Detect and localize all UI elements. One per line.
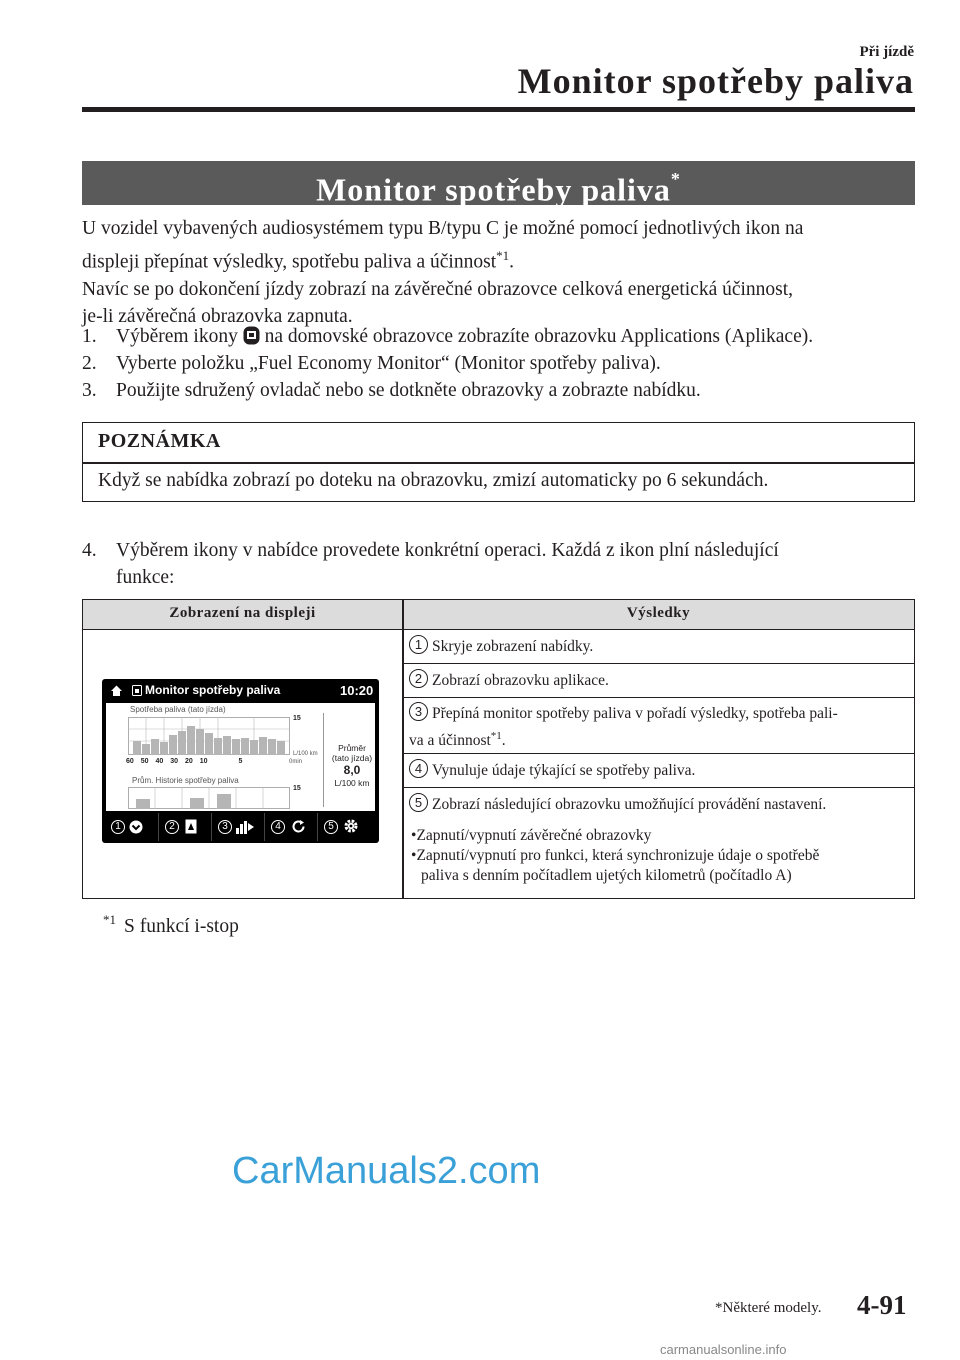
chart2-label: Prům. Historie spotřeby paliva xyxy=(132,776,239,785)
intro-line: Navíc se po dokončení jízdy zobrazí na závěrečné obrazovce celková energetická účinnost, xyxy=(82,278,794,300)
bullet-item: •Zapnutí/vypnutí pro funkci, která synchronizuje údaje o spotřebě xyxy=(411,847,820,864)
watermark: CarManuals2.com xyxy=(232,1150,541,1192)
menu-number: 1 xyxy=(111,820,125,834)
footnote-marker: *1 xyxy=(103,912,116,927)
reset-icon xyxy=(291,819,306,834)
menu-button-reset[interactable] xyxy=(265,813,318,841)
section-title-bar xyxy=(82,161,915,208)
switch-view-icon xyxy=(236,819,254,834)
step-3: 3. Použijte sdružený ovladač nebo se dotkněte obrazovky a zobrazte nabídku. xyxy=(82,380,701,401)
section-title: Monitor spotřeby paliva xyxy=(316,171,671,208)
result-text: Zobrazí obrazovku aplikace. xyxy=(432,672,609,689)
settings-icon xyxy=(343,818,359,834)
result-text-continued: va a účinnost$^{*1}$. xyxy=(409,730,506,750)
menu-button-hide[interactable] xyxy=(106,813,159,841)
footnote xyxy=(103,912,239,938)
menu-bar xyxy=(106,813,375,841)
screen-content xyxy=(106,703,375,811)
menu-button-switch[interactable] xyxy=(212,813,265,841)
x-tick: 40 xyxy=(155,758,164,765)
table-row xyxy=(403,699,914,754)
column-header-display: Zobrazení na displeji xyxy=(169,605,316,621)
fuel-history-chart xyxy=(128,787,290,809)
header-rule xyxy=(82,107,915,112)
note-box xyxy=(82,422,915,502)
step-4: 4. Výběrem ikony v nabídce provedete konkrétní operaci. Každá z ikon plní následující xyxy=(82,540,779,561)
note-divider xyxy=(83,462,914,464)
step-1: 1. Výběrem ikony na domovské obrazovce zobrazíte obrazovku Applications (Aplikace). xyxy=(82,326,814,347)
number-badge: 4 xyxy=(409,759,428,778)
table-row xyxy=(403,631,914,664)
result-text: Vynuluje údaje týkající se spotřeby paliva. xyxy=(432,762,696,779)
bullet-item-continued: paliva s denním počítadlem ujetých kilometrů (počítadlo A) xyxy=(421,867,792,884)
screen-title: Monitor spotřeby paliva xyxy=(145,683,281,697)
result-text: Zobrazí následující obrazovku umožňující provádění nastavení. xyxy=(432,796,827,813)
column-header-results: Výsledky xyxy=(626,605,691,621)
chart2-top-value: 15 xyxy=(293,785,301,792)
applications-icon xyxy=(132,685,142,696)
x-tick: 10 xyxy=(199,758,208,765)
applications-icon xyxy=(185,819,197,834)
menu-button-applications[interactable] xyxy=(159,813,212,841)
intro-line: U vozidel vybavených audiosystémem typu B/typu C je možné pomocí jednotlivých ikon na xyxy=(82,218,804,239)
chart1-zero: 0min xyxy=(289,759,303,765)
table-row xyxy=(403,755,914,788)
intro-line: je-li závěrečná obrazovka zapnuta. xyxy=(82,305,353,327)
footnote-text: S funkcí i-stop xyxy=(124,915,239,937)
intro-paragraph xyxy=(82,215,922,330)
result-text: Přepíná monitor spotřeby paliva v pořadí výsledky, spotřeba pali- xyxy=(432,705,838,722)
menu-number: 3 xyxy=(218,820,232,834)
x-tick: 5 xyxy=(238,758,243,765)
bullet-item: •Zapnutí/vypnutí závěrečné obrazovky xyxy=(411,827,652,844)
result-text: Skryje zobrazení nabídky. xyxy=(432,638,594,655)
table-row xyxy=(403,789,914,896)
note-text: Když se nabídka zobrazí po doteku na obrazovku, zmizí automaticky po 6 sekundách. xyxy=(98,470,769,491)
x-tick: 20 xyxy=(185,758,193,765)
number-badge: 2 xyxy=(409,669,428,688)
average-label: Průměr xyxy=(338,743,366,753)
fuel-consumption-chart xyxy=(128,717,290,755)
x-axis-ticks xyxy=(126,758,242,765)
x-tick: 60 xyxy=(126,758,134,765)
average-unit: L/100 km xyxy=(334,778,370,788)
page-header-title: Monitor spotřeby paliva xyxy=(517,61,914,101)
x-tick: 30 xyxy=(170,758,179,765)
average-value: 8,0 xyxy=(343,763,361,777)
menu-number: 4 xyxy=(271,820,285,834)
clock: 10:20 xyxy=(340,683,374,698)
hide-menu-icon xyxy=(129,820,143,834)
number-badge: 3 xyxy=(409,702,428,721)
average-panel xyxy=(328,743,376,788)
page-number: 4-91 xyxy=(857,1290,907,1320)
section-name: Při jízdě xyxy=(859,44,914,60)
chart1-top-value: 15 xyxy=(293,715,301,722)
panel-divider xyxy=(323,713,324,807)
title-asterisk: * xyxy=(670,169,681,189)
x-tick: 50 xyxy=(140,758,149,765)
number-badge: 1 xyxy=(409,635,428,654)
table-header xyxy=(83,600,914,630)
chart1-label: Spotřeba paliva (tato jízda) xyxy=(130,705,226,714)
table-row xyxy=(403,665,914,698)
settings-bullet-list xyxy=(403,820,914,886)
number-badge: 5 xyxy=(409,793,428,812)
site-link[interactable]: carmanualsonline.info xyxy=(660,1342,787,1357)
intro-line: displeji přepínat výsledky, spotřebu paliva a účinnost$^{*1}$. xyxy=(82,248,514,273)
step-2: 2. Vyberte položku „Fuel Economy Monitor“ (Monitor spotřeby paliva). xyxy=(82,353,661,374)
home-icon xyxy=(110,684,123,697)
step-4-continued: funkce: xyxy=(116,567,175,588)
screen-illustration xyxy=(102,679,379,843)
menu-number: 5 xyxy=(324,820,338,834)
menu-button-settings[interactable] xyxy=(318,813,375,841)
chart1-unit: L/100 km xyxy=(293,751,318,757)
applications-icon xyxy=(243,326,260,345)
average-sublabel: (tato jízda) xyxy=(331,753,373,763)
menu-number: 2 xyxy=(165,820,179,834)
footer-note: *Některé modely. xyxy=(715,1300,822,1316)
note-heading: POZNÁMKA xyxy=(98,430,221,452)
